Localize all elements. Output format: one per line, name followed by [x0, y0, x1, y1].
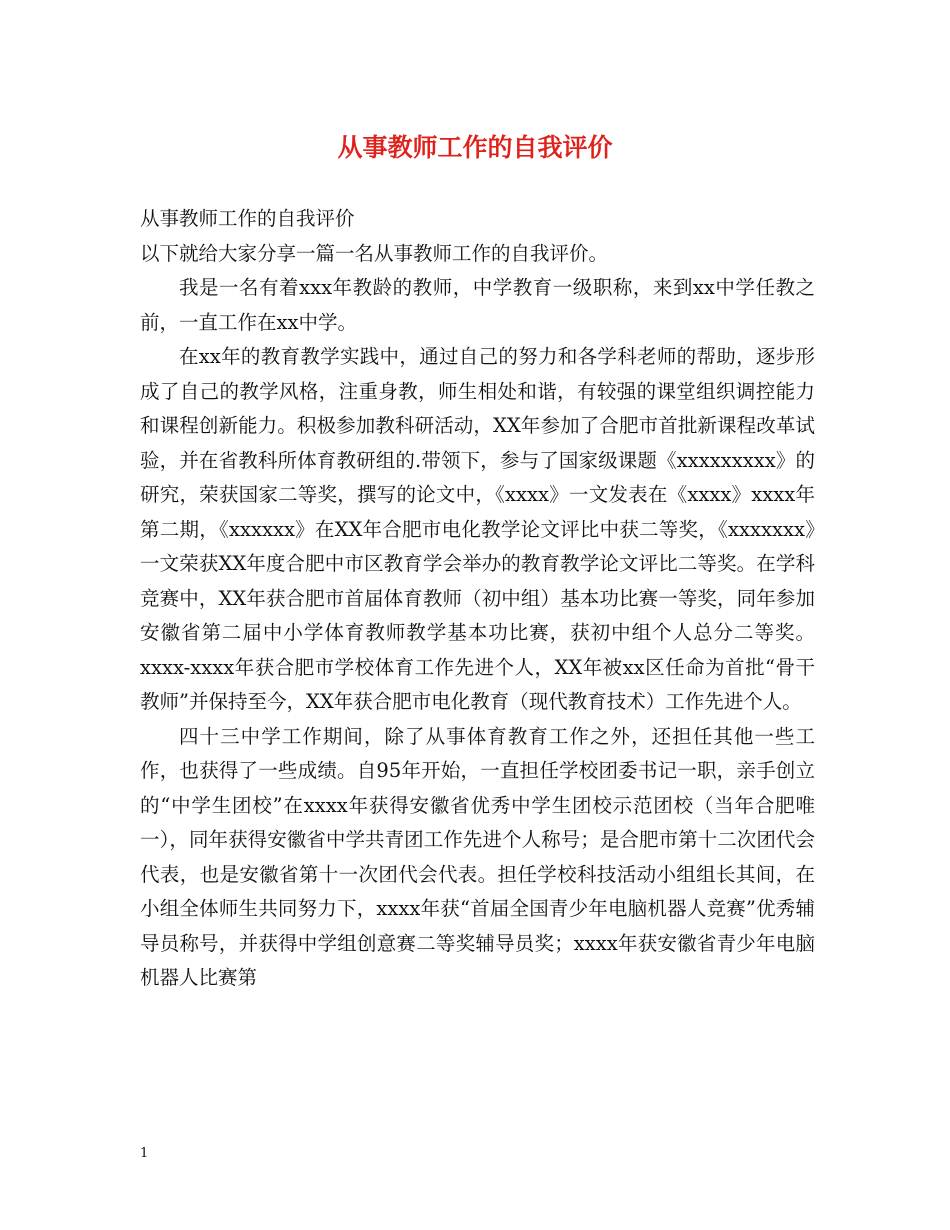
paragraph-achievements: 在xx年的教育教学实践中，通过自己的努力和各学科老师的帮助，逐步形成了自己的教学风格，注重身教，师生相处和谐，有较强的课堂组织调控能力和课程创新能力。积极参加教科研活动，XX年参加了合肥市首批新课程改革试验，并在省教科所体育教研组的.带领下，参与了国家级课题《xxxxxxxxx》的研究，荣获国家二等奖，撰写的论文中，《xxxx》一文发表在《xxxx》xxxx年第二期，《xxxxxx》在XX年合肥市电化教学论文评比中获二等奖，《xxxxxxx》一文荣获XX年度合肥中市区教育学会举办的教育教学论文评比二等奖。在学科竞赛中，XX年获合肥市首届体育教师（初中组）基本功比赛一等奖，同年参加安徽省第二届中小学体育教师教学基本功比赛，获初中组个人总分二等奖。xxxx-xxxx年获合肥市学校体育工作先进个人，XX年被xx区任命为首批“骨干教师”并保持至今，XX年获合肥市电化教育（现代教育技术）工作先进个人。: [140, 345, 815, 713]
paragraph-other-work: 四十三中学工作期间，除了从事体育教育工作之外，还担任其他一些工作，也获得了一些成绩。自95年开始，一直担任学校团委书记一职，亲手创立的“中学生团校”在xxxx年获得安徽省优秀中学生团校示范团校（当年合肥唯一），同年获得安徽省中学共青团工作先进个人称号；是合肥市第十二次团代会代表，也是安徽省第十一次团代会代表。担任学校科技活动小组组长其间，在小组全体师生共同努力下，xxxx年获“首届全国青少年电脑机器人竞赛”优秀辅导员称号，并获得中学组创意赛二等奖辅导员奖；xxxx年获安徽省青少年电脑机器人比赛第: [140, 724, 815, 989]
page-number: 1: [140, 1146, 149, 1161]
paragraph-background: 我是一名有着xxx年教龄的教师，中学教育一级职称，来到xx中学任教之前，一直工作在xx中学。: [140, 276, 815, 334]
paragraph-intro: 以下就给大家分享一篇一名从事教师工作的自我评价。: [140, 241, 609, 265]
document-title: 从事教师工作的自我评价: [337, 133, 613, 162]
document-body: [140, 202, 815, 996]
paragraph-subtitle: 从事教师工作的自我评价: [140, 207, 355, 230]
